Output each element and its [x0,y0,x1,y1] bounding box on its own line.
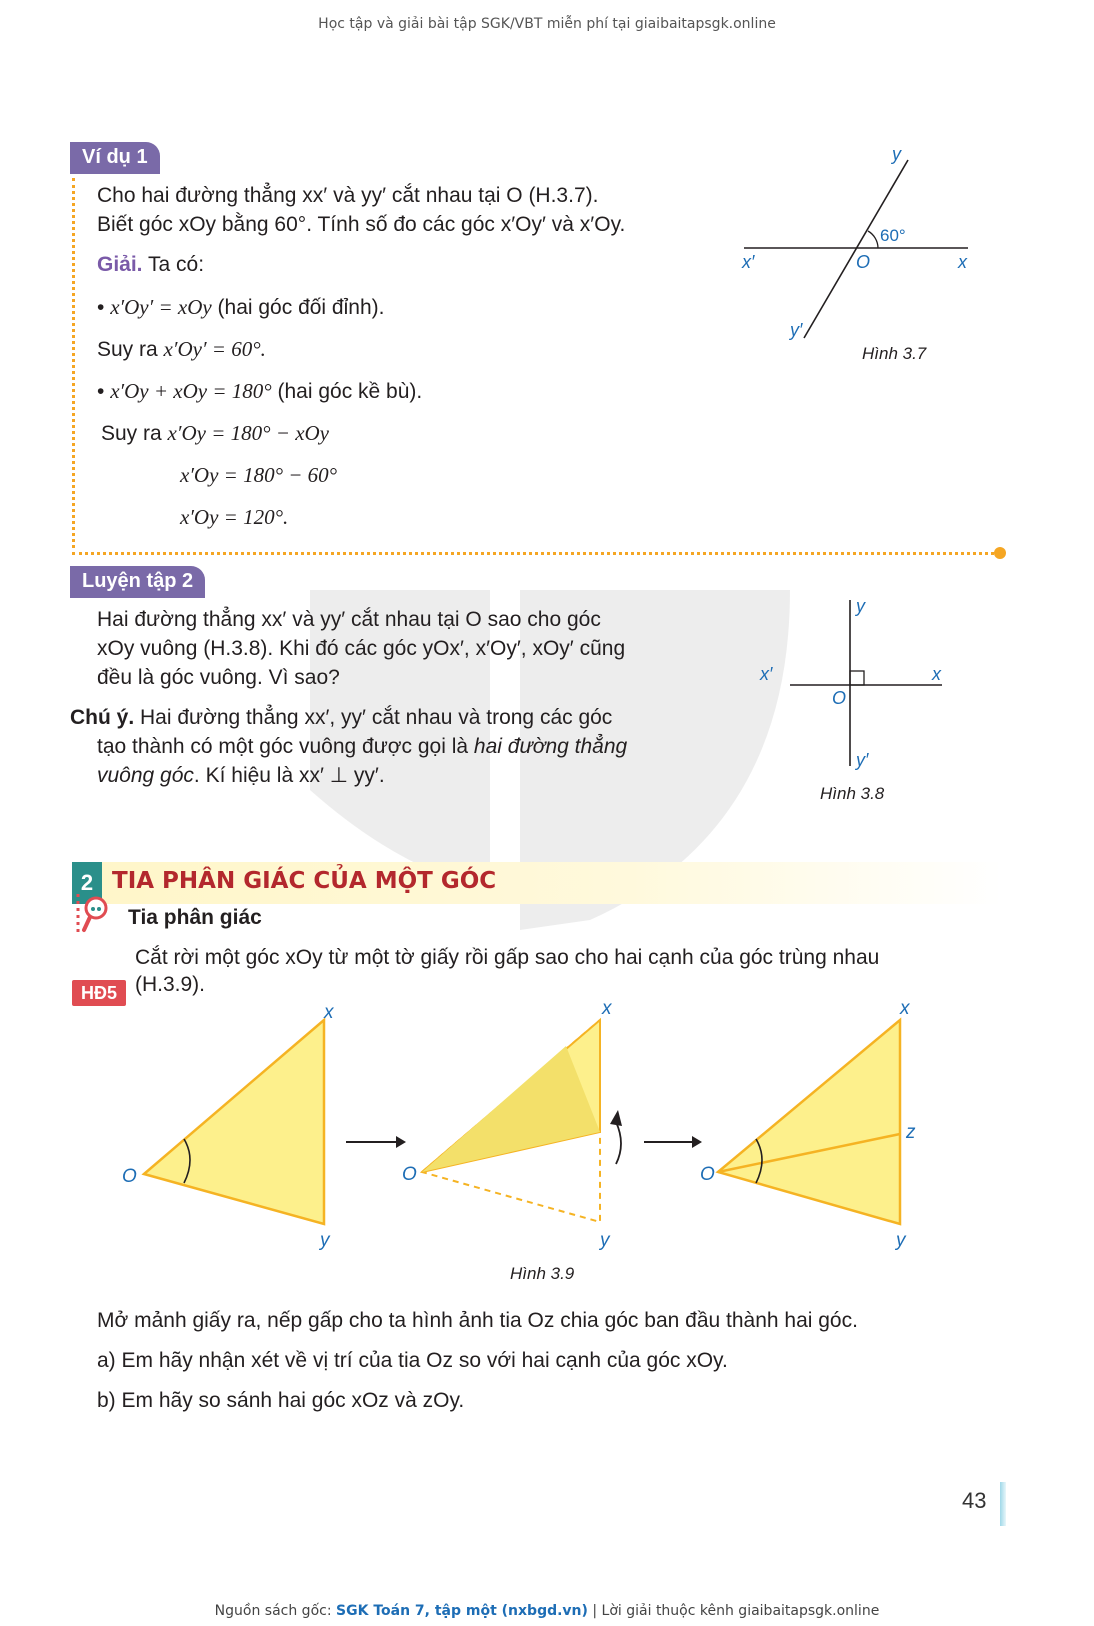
example-border-bottom [72,552,1000,555]
step-2-math: x′Oy = 180° − xOy [167,421,329,445]
bullet-2-math: x′Oy + xOy = 180° [110,379,272,403]
label-o: O [832,688,847,708]
step-4-math: x′Oy = 120°. [180,505,289,529]
figure-3-9 [110,996,940,1256]
step-1-prefix: Suy ra [97,338,158,361]
bullet-1-math: x′Oy′ = xOy [110,295,212,319]
note-line-1 [70,703,612,733]
step-2-prefix: Suy ra [101,422,162,445]
label-x-prime: x′ [760,664,773,684]
triangle-bisector [700,998,916,1251]
label-x: x [958,252,967,272]
angle-arc-60 [868,231,878,248]
label-angle-60: 60° [880,226,906,245]
solution-intro: Ta có: [148,253,205,276]
arrow-right-icon [644,1136,702,1148]
example-line-1: Cho hai đường thẳng xx′ và yy′ cắt nhau tại O (H.3.7). [97,184,599,207]
section-number: 2 [72,862,102,904]
label-o: O [856,252,871,272]
step-1 [97,334,266,365]
label-z: z [906,1122,916,1143]
page-number: 43 [962,1488,987,1513]
right-angle-mark [850,671,864,685]
header-note: Học tập và giải bài tập SGK/VBT miễn phí tại giaibaitapsgk.online [318,16,776,32]
step-2 [101,418,329,449]
label-o: O [700,1164,715,1185]
body-item-a: a) Em hãy nhận xét về vị trí của tia Oz so với hai cạnh của góc xOy. [97,1349,728,1372]
note-text-3a: vuông góc [97,764,194,787]
figure-3-8-caption: Hình 3.8 [820,784,885,803]
step-1-math: x′Oy′ = 60°. [163,337,266,361]
bullet-dot: • [97,296,105,319]
note-label: Chú ý. [70,706,135,729]
label-y: y [856,596,865,616]
solution-line [97,250,204,280]
solution-label: Giải. [97,253,143,276]
label-x: x [602,998,612,1019]
practice-tag: Luyện tập 2 [70,566,205,598]
footer-source-link[interactable]: SGK Toán 7, tập một (nxbgd.vn) [336,1603,588,1619]
practice-line-1: Hai đường thẳng xx′ và yy′ cắt nhau tại O sao cho góc [97,608,601,631]
footer-suffix: | Lời giải thuộc kênh giaibaitapsgk.online [587,1603,880,1619]
label-y: y [320,1230,330,1251]
bullet-1 [97,292,384,323]
label-o: O [402,1164,417,1185]
bullet-2 [97,376,422,407]
note-text-1: Hai đường thẳng xx′, yy′ cắt nhau và trong các góc [140,706,613,729]
section-title: TIA PHÂN GIÁC CỦA MỘT GÓC [112,868,497,894]
subsection-title: Tia phân giác [128,906,262,929]
step-3-math: x′Oy = 180° − 60° [180,463,338,487]
triangle-original [122,1002,335,1251]
label-x: x [324,1002,334,1023]
figure-3-9-caption: Hình 3.9 [510,1264,575,1283]
example-line-2: Biết góc xOy bằng 60°. Tính số đo các góc x′Oy′ và x′Oy. [97,213,626,236]
label-y: y [600,1230,610,1251]
triangle-folding [402,998,622,1251]
figure-3-7 [740,148,980,378]
figure-3-8 [756,594,956,784]
note-line-2 [97,732,627,762]
body-item-b: b) Em hãy so sánh hai góc xOz và zOy. [97,1389,465,1412]
bullet-1-note: (hai góc đối đỉnh). [217,296,385,319]
label-x: x [932,664,941,684]
footer-prefix: Nguồn sách gốc: [214,1603,337,1619]
label-y: y [896,1230,906,1251]
example-border-dot [994,547,1006,559]
activity-tag: HĐ5 [72,980,126,1006]
magnifier-icon [74,890,114,936]
practice-line-3: đều là góc vuông. Vì sao? [97,666,340,689]
label-x-prime: x′ [742,252,755,272]
label-x: x [900,998,910,1019]
practice-line-2: xOy vuông (H.3.8). Khi đó các góc yOx′, x′Oy′, xOy′ cũng [97,637,626,660]
page-number-bar [1000,1482,1006,1526]
activity-line-2: (H.3.9). [135,973,206,996]
figure-3-7-caption: Hình 3.7 [862,344,927,363]
body-para-1: Mở mảnh giấy ra, nếp gấp cho ta hình ảnh tia Oz chia góc ban đầu thành hai góc. [97,1309,858,1332]
activity-line-1: Cắt rời một góc xOy từ một tờ giấy rồi gấp sao cho hai cạnh của góc trùng nhau [135,946,880,969]
label-y-prime: y′ [790,320,803,340]
line-yy-prime [804,160,908,338]
example-border-left [72,178,75,548]
label-y-prime: y′ [856,750,869,770]
bullet-dot: • [97,380,105,403]
footer-note [0,1603,1094,1619]
note-text-2a: tạo thành có một góc vuông được gọi là [97,735,469,758]
note-line-3 [97,761,385,791]
note-text-3b: . Kí hiệu là xx′ ⊥ yy′. [193,764,385,787]
label-y: y [892,148,901,164]
example-tag: Ví dụ 1 [70,142,160,174]
note-text-2b: hai đường thẳng [473,735,628,758]
label-o: O [122,1166,137,1187]
arrow-right-icon [346,1136,406,1148]
bullet-2-note: (hai góc kề bù). [277,380,423,403]
